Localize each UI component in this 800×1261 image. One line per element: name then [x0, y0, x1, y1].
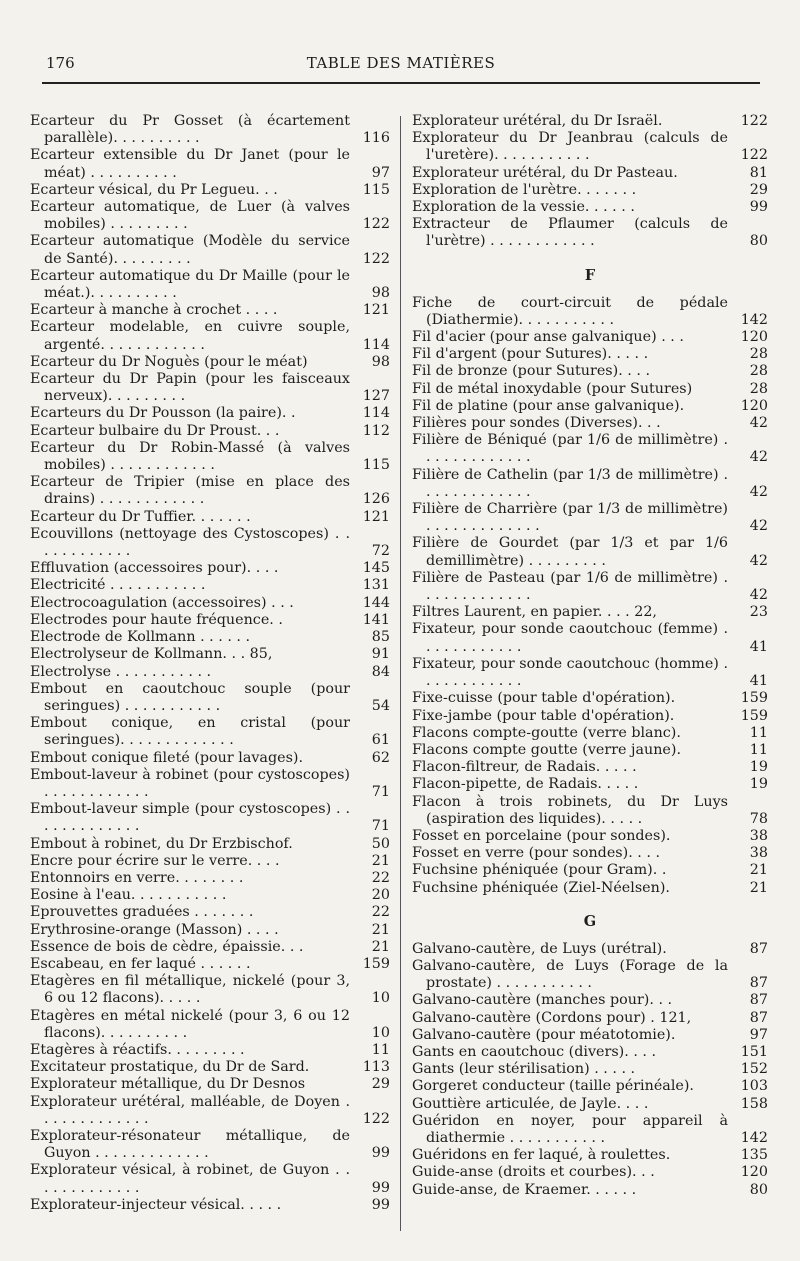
index-entry — [412, 862, 768, 879]
index-entry — [30, 767, 390, 801]
entry-page-number: 61 — [371, 732, 390, 749]
entry-page-number: 28 — [749, 346, 768, 363]
entry-page-number: 41 — [749, 673, 768, 690]
entry-page-number: 42 — [749, 587, 768, 604]
entry-page-number: 99 — [371, 1196, 390, 1213]
index-entry — [30, 423, 390, 440]
index-entry — [30, 474, 390, 508]
index-entry — [412, 381, 768, 398]
index-entry — [412, 1061, 768, 1078]
entry-page-number: 144 — [362, 594, 390, 611]
entry-page-number: 158 — [740, 1095, 768, 1112]
entry-page-number: 122 — [362, 216, 390, 233]
entry-page-number: 54 — [371, 697, 390, 714]
entry-page-number: 19 — [749, 776, 768, 793]
entry-page-number: 99 — [371, 1179, 390, 1196]
index-entry — [412, 501, 768, 535]
index-entry — [30, 268, 390, 302]
entry-page-number: 142 — [740, 311, 768, 328]
index-entry — [30, 1094, 390, 1128]
entry-label: Fil d'argent (pour Sutures). . . . . — [412, 346, 649, 363]
page-number: 176 — [46, 54, 75, 72]
index-entry — [30, 870, 390, 887]
entry-page-number: 103 — [740, 1078, 768, 1095]
entry-label: Guide-anse (droits et courbes). . . — [412, 1164, 655, 1181]
index-entry — [30, 371, 390, 405]
index-entry — [412, 432, 768, 466]
entry-page-number: 121 — [362, 302, 390, 319]
f-entries — [412, 295, 768, 897]
entry-label: Galvano-cautère (pour méatotomie). — [412, 1026, 676, 1043]
entry-label: Explorateur du Dr Jeanbrau (calculs de l'uretère). . . . . . . . . . . — [412, 130, 733, 164]
index-entry — [412, 535, 768, 569]
entry-page-number: 23 — [749, 604, 768, 621]
index-entry — [412, 570, 768, 604]
index-entry — [412, 992, 768, 1009]
index-entry — [30, 681, 390, 715]
entry-page-number: 81 — [749, 164, 768, 181]
entry-label: Essence de bois de cèdre, épaissie. . . — [30, 938, 304, 955]
entry-page-number: 120 — [740, 1164, 768, 1181]
index-entry — [30, 302, 390, 319]
index-entry — [30, 1059, 390, 1076]
entry-page-number: 113 — [362, 1059, 390, 1076]
entry-label: Ecarteur du Dr Tuffier. . . . . . . — [30, 508, 251, 525]
index-entry — [412, 845, 768, 862]
entry-label: Ecarteur du Dr Robin-Massé (à valves mobiles) . . . . . . . . . . . . — [30, 439, 355, 474]
index-entry — [30, 1162, 390, 1196]
entry-page-number: 98 — [371, 285, 390, 302]
index-entry — [30, 526, 390, 560]
entry-label: Electrocoagulation (accessoires) . . . — [30, 594, 294, 611]
entry-label: Ecarteur du Dr Noguès (pour le méat) — [30, 353, 308, 370]
entry-label: Flacon-pipette, de Radais. . . . . — [412, 776, 639, 793]
entry-label: Galvano-cautère (Cordons pour) . 121, — [412, 1009, 692, 1026]
entry-page-number: 38 — [749, 827, 768, 844]
entry-page-number: 28 — [749, 380, 768, 397]
index-entry — [30, 113, 390, 147]
entry-page-number: 126 — [362, 491, 390, 508]
entry-page-number: 38 — [749, 845, 768, 862]
entry-label: Eosine à l'eau. . . . . . . . . . . — [30, 887, 227, 904]
entry-label: Explorateur urétéral, malléable, de Doyen . . . . . . . . . . . . . — [30, 1093, 355, 1127]
entry-label: Explorateur-injecteur vésical. . . . . — [30, 1196, 282, 1213]
entry-page-number: 20 — [371, 887, 390, 904]
entry-label: Fil d'acier (pour anse galvanique) . . . — [412, 329, 684, 346]
entry-page-number: 42 — [749, 483, 768, 500]
entry-page-number: 151 — [740, 1043, 768, 1060]
entry-page-number: 122 — [740, 147, 768, 164]
entry-page-number: 122 — [362, 250, 390, 267]
index-entry — [412, 398, 768, 415]
entry-label: Embout-laveur simple (pour cystoscopes) . . . . . . . . . . . . . — [30, 801, 355, 835]
entry-label: Gouttière articulée, de Jayle. . . . — [412, 1095, 649, 1112]
index-entry — [412, 199, 768, 216]
entry-label: Fosset en porcelaine (pour sondes). — [412, 827, 671, 844]
entry-page-number: 10 — [371, 1024, 390, 1041]
index-entry — [412, 1044, 768, 1061]
entry-page-number: 115 — [362, 457, 390, 474]
entry-label: Fil de métal inoxydable (pour Sutures) — [412, 380, 693, 397]
entry-label: Fixe-jambe (pour table d'opération). — [412, 707, 675, 724]
entry-page-number: 141 — [362, 611, 390, 628]
index-entry — [412, 1078, 768, 1095]
entry-page-number: 122 — [740, 113, 768, 129]
entry-page-number: 87 — [749, 992, 768, 1009]
entry-label: Ecarteur du Dr Papin (pour les faisceaux nerveux). . . . . . . . . — [30, 371, 355, 405]
column-divider — [400, 116, 401, 1231]
entry-page-number: 159 — [362, 955, 390, 972]
entry-page-number: 10 — [371, 990, 390, 1007]
entry-page-number: 114 — [362, 405, 390, 422]
entry-label: Fil de bronze (pour Sutures). . . . — [412, 363, 651, 380]
index-entry — [30, 1076, 390, 1093]
e-entries — [412, 113, 768, 251]
index-entry — [412, 759, 768, 776]
index-entry — [412, 742, 768, 759]
entry-page-number: 98 — [371, 353, 390, 370]
index-entry — [30, 904, 390, 921]
entry-label: Excitateur prostatique, du Dr de Sard. — [30, 1059, 310, 1076]
index-entry — [30, 405, 390, 422]
entry-page-number: 42 — [749, 449, 768, 466]
entry-label: Explorateur métallique, du Dr Desnos — [30, 1076, 306, 1093]
index-entry — [30, 440, 390, 474]
index-entry — [412, 1027, 768, 1044]
index-entry — [30, 973, 390, 1007]
entry-page-number: 22 — [371, 869, 390, 886]
index-entry — [30, 1008, 390, 1042]
index-entry — [412, 165, 768, 182]
entry-page-number: 29 — [371, 1076, 390, 1093]
index-entry — [412, 1113, 768, 1147]
entry-label: Filière de Gourdet (par 1/3 et par 1/6 demillimètre) . . . . . . . . . — [412, 535, 733, 569]
index-entry — [412, 467, 768, 501]
entry-page-number: 112 — [362, 422, 390, 439]
entry-page-number: 21 — [371, 921, 390, 938]
index-entry — [412, 130, 768, 164]
left-column — [30, 113, 390, 1214]
entry-page-number: 91 — [371, 646, 390, 663]
entry-label: Gants en caoutchouc (divers). . . . — [412, 1043, 657, 1060]
entry-page-number: 62 — [371, 749, 390, 766]
entry-page-number: 114 — [362, 336, 390, 353]
index-entry — [30, 922, 390, 939]
entry-page-number: 115 — [362, 181, 390, 198]
index-entry — [30, 1042, 390, 1059]
index-entry — [30, 560, 390, 577]
entry-page-number: 22 — [371, 904, 390, 921]
entry-label: Ecarteurs du Dr Pousson (la paire). . — [30, 405, 296, 422]
entry-label: Gorgeret conducteur (taille périnéale). — [412, 1078, 694, 1095]
index-entry — [412, 656, 768, 690]
entry-label: Ecarteur extensible du Dr Janet (pour le méat) . . . . . . . . . . — [30, 147, 355, 181]
entry-label: Ecarteur bulbaire du Dr Proust. . . — [30, 422, 280, 439]
entry-label: Escabeau, en fer laqué . . . . . . — [30, 955, 251, 972]
index-entry — [412, 880, 768, 897]
entry-label: Ecarteur modelable, en cuivre souple, argenté. . . . . . . . . . . . — [30, 319, 355, 353]
index-entry — [30, 182, 390, 199]
entry-label: Explorateur urétéral, du Dr Israël. — [412, 113, 663, 129]
entry-label: Gants (leur stérilisation) . . . . . — [412, 1061, 636, 1078]
entry-page-number: 42 — [749, 518, 768, 535]
page-header — [42, 48, 760, 84]
entry-label: Ecouvillons (nettoyage des Cystoscopes) . . . . . . . . . . . . — [30, 525, 355, 560]
index-entry — [412, 1182, 768, 1199]
entry-page-number: 11 — [749, 724, 768, 741]
entry-label: Exploration de l'urètre. . . . . . . — [412, 181, 637, 198]
entry-label: Guide-anse, de Kraemer. . . . . . — [412, 1181, 637, 1198]
entry-label: Electrodes pour haute fréquence. . — [30, 611, 283, 628]
entry-label: Flacon-filtreur, de Radais. . . . . — [412, 759, 637, 776]
entry-label: Flacons compte-goutte (verre blanc). — [412, 724, 681, 741]
entry-page-number: 99 — [749, 199, 768, 216]
index-entry — [30, 354, 390, 371]
entry-page-number: 97 — [749, 1026, 768, 1043]
entry-page-number: 120 — [740, 397, 768, 414]
entry-label: Ecarteur de Tripier (mise en place des drains) . . . . . . . . . . . . — [30, 474, 355, 508]
entry-label: Embout conique fileté (pour lavages). — [30, 749, 304, 766]
index-entry — [30, 629, 390, 646]
index-entry — [412, 295, 768, 329]
entry-page-number: 21 — [371, 938, 390, 955]
entry-page-number: 87 — [749, 975, 768, 992]
entry-page-number: 29 — [749, 181, 768, 198]
index-entry — [412, 794, 768, 828]
entry-page-number: 71 — [371, 818, 390, 835]
entry-page-number: 21 — [371, 852, 390, 869]
entry-page-number: 97 — [371, 164, 390, 181]
index-entry — [412, 216, 768, 250]
entry-label: Fiche de court-circuit de pédale (Diathermie). . . . . . . . . . . — [412, 294, 733, 328]
entry-label: Explorateur-résonateur métallique, de Guyon . . . . . . . . . . . . . — [30, 1127, 355, 1162]
index-entry — [30, 715, 390, 749]
entry-page-number: 42 — [749, 415, 768, 432]
index-entry — [30, 233, 390, 267]
entry-label: Entonnoirs en verre. . . . . . . . — [30, 869, 244, 886]
entry-label: Explorateur vésical, à robinet, de Guyon . . . . . . . . . . . . . — [30, 1162, 355, 1196]
index-entry — [30, 319, 390, 353]
index-entry — [30, 750, 390, 767]
entry-page-number: 99 — [371, 1145, 390, 1162]
entry-page-number: 116 — [362, 130, 390, 147]
section-letter-g: G — [583, 912, 597, 930]
entry-label: Flacon à trois robinets, du Dr Luys (aspiration des liquides). . . . . — [412, 793, 733, 827]
index-entry — [30, 887, 390, 904]
entry-label: Electrolyse . . . . . . . . . . . — [30, 663, 212, 680]
entry-page-number: 41 — [749, 638, 768, 655]
entry-page-number: 78 — [749, 810, 768, 827]
entry-page-number: 42 — [749, 552, 768, 569]
entry-page-number: 131 — [362, 577, 390, 594]
entry-label: Etagères en métal nickelé (pour 3, 6 ou 12 flacons). . . . . . . . . . — [30, 1007, 355, 1041]
entry-label: Effluvation (accessoires pour). . . . — [30, 560, 279, 577]
entry-page-number: 21 — [749, 879, 768, 896]
entry-label: Fil de platine (pour anse galvanique). — [412, 397, 685, 414]
entry-label: Encre pour écrire sur le verre. . . . — [30, 852, 280, 869]
index-entry — [412, 776, 768, 793]
index-entry — [30, 664, 390, 681]
entry-label: Filière de Béniqué (par 1/6 de millimètre) . . . . . . . . . . . . . — [412, 432, 733, 466]
index-entry — [412, 1096, 768, 1113]
entry-label: Ecarteur du Pr Gosset (à écartement parallèle). . . . . . . . . . — [30, 113, 355, 147]
right-column — [412, 113, 768, 1199]
index-entry — [412, 182, 768, 199]
index-entry — [30, 577, 390, 594]
index-entry — [412, 113, 768, 130]
entry-page-number: 80 — [749, 1181, 768, 1198]
entry-page-number: 71 — [371, 783, 390, 800]
entry-label: Ecarteur automatique, de Luer (à valves mobiles) . . . . . . . . . — [30, 199, 355, 233]
index-entry — [412, 958, 768, 992]
g-entries — [412, 941, 768, 1199]
entry-label: Fosset en verre (pour sondes). . . . — [412, 845, 661, 862]
entry-label: Fixateur, pour sonde caoutchouc (homme) . . . . . . . . . . . . — [412, 655, 733, 690]
entry-page-number: 50 — [371, 835, 390, 852]
entry-page-number: 127 — [362, 388, 390, 405]
entry-label: Guéridons en fer laqué, à roulettes. — [412, 1147, 671, 1164]
entry-label: Flacons compte goutte (verre jaune). — [412, 741, 682, 758]
entry-page-number: 152 — [740, 1061, 768, 1078]
index-entry — [30, 147, 390, 181]
entry-label: Electrolyseur de Kollmann. . . 85, — [30, 646, 273, 663]
entry-page-number: 28 — [749, 363, 768, 380]
index-entry — [30, 646, 390, 663]
entry-label: Etagères à réactifs. . . . . . . . . — [30, 1041, 245, 1058]
entry-label: Embout-laveur à robinet (pour cystoscopes) . . . . . . . . . . . . — [30, 766, 355, 800]
entry-page-number: 120 — [740, 329, 768, 346]
entry-label: Fixateur, pour sonde caoutchouc (femme) . . . . . . . . . . . . — [412, 621, 733, 655]
index-entry — [30, 509, 390, 526]
index-entry — [412, 690, 768, 707]
entry-label: Electrode de Kollmann . . . . . . — [30, 629, 251, 646]
entry-page-number: 159 — [740, 690, 768, 707]
entry-page-number: 80 — [749, 233, 768, 250]
entry-label: Erythrosine-orange (Masson) . . . . — [30, 921, 279, 938]
entry-page-number: 145 — [362, 560, 390, 577]
index-entry — [412, 346, 768, 363]
entry-label: Filières pour sondes (Diverses). . . — [412, 415, 661, 432]
entry-label: Filière de Charrière (par 1/3 de millimètre) . . . . . . . . . . . . . — [412, 501, 733, 535]
index-entry — [30, 956, 390, 973]
entry-page-number: 11 — [371, 1041, 390, 1058]
entry-page-number: 87 — [749, 1009, 768, 1026]
index-entry — [30, 801, 390, 835]
entry-page-number: 11 — [749, 741, 768, 758]
entry-label: Guéridon en noyer, pour appareil à diathermie . . . . . . . . . . . — [412, 1112, 733, 1146]
index-entry — [412, 621, 768, 655]
section-letter-f: F — [584, 266, 596, 284]
entry-label: Fixe-cuisse (pour table d'opération). — [412, 690, 676, 707]
entry-label: Explorateur urétéral, du Dr Pasteau. — [412, 164, 678, 181]
entry-label: Galvano-cautère, de Luys (urétral). — [412, 940, 667, 957]
entry-label: Filtres Laurent, en papier. . . . 22, — [412, 604, 657, 621]
entry-label: Exploration de la vessie. . . . . . — [412, 199, 635, 216]
index-entry — [30, 595, 390, 612]
entry-label: Embout conique, en cristal (pour seringues). . . . . . . . . . . . . — [30, 715, 355, 749]
index-entry — [30, 939, 390, 956]
entry-page-number: 87 — [749, 940, 768, 957]
index-entry — [412, 415, 768, 432]
entry-page-number: 21 — [749, 862, 768, 879]
entry-page-number: 19 — [749, 759, 768, 776]
entry-label: Ecarteur vésical, du Pr Legueu. . . — [30, 181, 278, 198]
entry-page-number: 84 — [371, 663, 390, 680]
index-entry — [412, 1010, 768, 1027]
entry-page-number: 72 — [371, 543, 390, 560]
entry-label: Fuchsine phéniquée (pour Gram). . — [412, 862, 667, 879]
entry-label: Ecarteur automatique (Modèle du service de Santé). . . . . . . . . — [30, 233, 355, 267]
index-entry — [412, 828, 768, 845]
entry-page-number: 122 — [362, 1110, 390, 1127]
entry-label: Filière de Cathelin (par 1/3 de millimètre) . . . . . . . . . . . . . — [412, 466, 733, 500]
entry-label: Etagères en fil métallique, nickelé (pour 3, 6 ou 12 flacons). . . . . — [30, 973, 355, 1007]
entry-label: Ecarteur à manche à crochet . . . . — [30, 302, 278, 319]
index-entry — [412, 941, 768, 958]
entry-label: Eprouvettes graduées . . . . . . . — [30, 904, 254, 921]
index-entry — [30, 1128, 390, 1162]
index-entry — [30, 199, 390, 233]
index-entry — [30, 836, 390, 853]
entry-label: Filière de Pasteau (par 1/6 de millimètre) . . . . . . . . . . . . . — [412, 569, 733, 604]
entry-label: Embout à robinet, du Dr Erzbischof. — [30, 835, 293, 852]
entry-label: Embout en caoutchouc souple (pour seringues) . . . . . . . . . . . — [30, 680, 355, 714]
running-title: TABLE DES MATIÈRES — [306, 54, 496, 72]
entry-page-number: 159 — [740, 707, 768, 724]
entry-page-number: 85 — [371, 629, 390, 646]
entry-label: Ecarteur automatique du Dr Maille (pour le méat.). . . . . . . . . . — [30, 267, 355, 302]
index-entry — [412, 1164, 768, 1181]
index-entry — [412, 725, 768, 742]
entry-page-number: 142 — [740, 1129, 768, 1146]
entry-label: Galvano-cautère (manches pour). . . — [412, 992, 673, 1009]
index-entry — [412, 604, 768, 621]
entry-page-number: 121 — [362, 508, 390, 525]
entry-label: Extracteur de Pflaumer (calculs de l'urètre) . . . . . . . . . . . . — [412, 216, 733, 250]
index-entry — [412, 329, 768, 346]
entry-label: Electricité . . . . . . . . . . . — [30, 577, 206, 594]
index-entry — [412, 363, 768, 380]
index-entry — [30, 1197, 390, 1214]
index-entry — [30, 853, 390, 870]
index-entry — [412, 708, 768, 725]
entry-page-number: 135 — [740, 1147, 768, 1164]
index-entry — [412, 1147, 768, 1164]
entry-label: Galvano-cautère, de Luys (Forage de la prostate) . . . . . . . . . . . — [412, 957, 733, 992]
index-entry — [30, 612, 390, 629]
entry-label: Fuchsine phéniquée (Ziel-Néelsen). — [412, 879, 670, 896]
